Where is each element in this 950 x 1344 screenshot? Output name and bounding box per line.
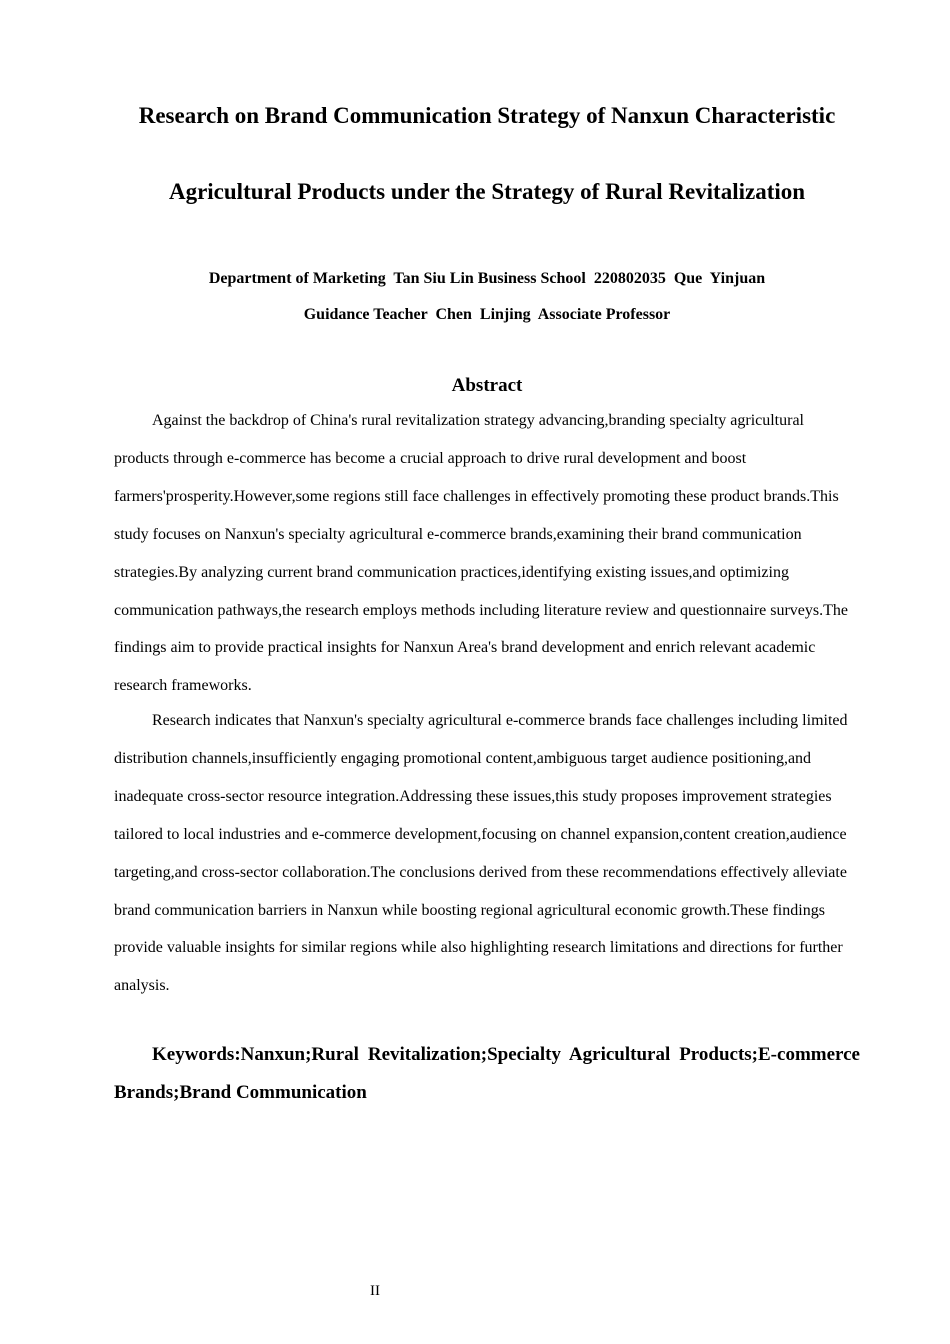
abstract-paragraph-1: Against the backdrop of China's rural revitalization strategy advancing,branding specialty agricultural products through e-commerce has become a crucial approach to drive rural development and boost farmers'prosperity.However,some regions still face challenges in effectively promoting these product brands.This study focuses on Nanxun's specialty agricultural e-commerce brands,examining their brand communication strategies.By analyzing current brand communication practices,identifying existing issues,and optimizing communication pathways,the research employs methods including literature review and questionnaire surveys.The findings aim to provide practical insights for Nanxun Area's brand development and enrich relevant academic research frameworks. xyxy=(114,412,848,695)
title-line-2: Agricultural Products under the Strategy of Rural Revitalization xyxy=(168,179,806,204)
abstract-paragraph-2: Research indicates that Nanxun's specialty agricultural e-commerce brands face challenges including limited distribution channels,insufficiently engaging promotional content,ambiguous target audience positioning,and inadequate cross-sector resource integration.Addressing these issues,this study proposes improvement strategies tailored to local industries and e-commerce development,focusing on channel expansion,content creation,audience targeting,and cross-sector collaboration.The conclusions derived from these recommendations effectively alleviate brand communication barriers in Nanxun while boosting regional agricultural economic growth.These findings provide valuable insights for similar regions while also highlighting research limitations and directions for further analysis. xyxy=(114,712,848,995)
author-line: Department of Marketing Tan Siu Lin Business School 220802035 Que Yinjuan xyxy=(208,270,766,287)
abstract-heading: Abstract xyxy=(451,375,523,396)
title-line-1: Research on Brand Communication Strategy of Nanxun Characteristic xyxy=(138,103,836,128)
keywords-line: Keywords:Nanxun;Rural Revitalization;Specialty Agricultural Products;E-commerce Brands;Brand Communication xyxy=(114,1044,860,1103)
advisor-line: Guidance Teacher Chen Linjing Associate Professor xyxy=(303,306,671,323)
page-number: II xyxy=(370,1283,380,1299)
